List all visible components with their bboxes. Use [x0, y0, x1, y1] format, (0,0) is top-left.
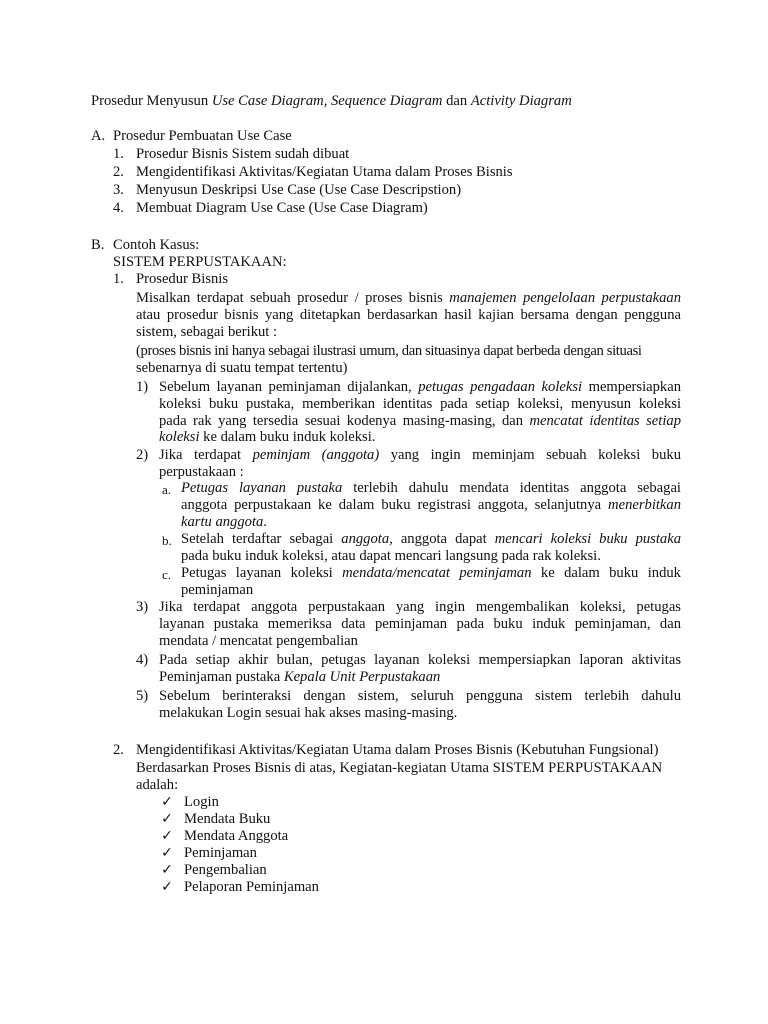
- step-2c-line-1: Petugas layanan koleksi mendata/mencatat peminjaman ke dalam buku induk: [181, 565, 681, 581]
- checklist-item-pelaporan-peminjaman: Pelaporan Peminjaman: [184, 879, 319, 895]
- step-2b-line-2: pada buku induk koleksi, atau dapat mencari langsung pada rak koleksi.: [181, 548, 601, 564]
- note-line-2: sebenarnya di suatu tempat tertentu): [136, 360, 348, 376]
- step-2b-line-1: Setelah terdaftar sebagai anggota, anggota dapat mencari koleksi buku pustaka: [181, 531, 681, 547]
- step-2a-line-2: anggota perpustakaan ke dalam buku registrasi anggota, selanjutnya menerbitkan: [181, 497, 681, 513]
- step-1-line-1: Sebelum layanan peminjaman dijalankan, petugas pengadaan koleksi mempersiapkan: [159, 379, 681, 395]
- system-name: SISTEM PERPUSTAKAAN:: [113, 254, 287, 270]
- check-icon: ✓: [161, 879, 173, 895]
- section-a-item-1: Prosedur Bisnis Sistem sudah dibuat: [136, 146, 350, 162]
- check-icon: ✓: [161, 828, 173, 844]
- step-2a-line-1: Petugas layanan pustaka terlebih dahulu mendata identitas anggota sebagai: [181, 480, 681, 496]
- checklist-item-pengembalian: Pengembalian: [184, 862, 267, 878]
- step-5-line-2: melakukan Login sesuai hak akses masing-masing.: [159, 705, 458, 721]
- step-2-num: 2): [136, 447, 149, 463]
- checklist-item-login: Login: [184, 794, 219, 810]
- section-a-item-3: Menyusun Deskripsi Use Case (Use Case Descripstion): [136, 182, 462, 198]
- section-a-marker: A.: [91, 128, 106, 144]
- section-a-item-2-num: 2.: [113, 164, 124, 180]
- document-title: Prosedur Menyusun Use Case Diagram, Sequence Diagram dan Activity Diagram: [91, 93, 572, 109]
- step-2-line-1: Jika terdapat peminjam (anggota) yang ingin meminjam sebuah koleksi buku: [159, 447, 681, 463]
- section-b-marker: B.: [91, 237, 105, 253]
- intro-line-1: Misalkan terdapat sebuah prosedur / proses bisnis manajemen pengelolaan perpustakaan: [136, 290, 681, 306]
- step-3-num: 3): [136, 599, 149, 615]
- step-3-line-2: layanan pustaka memeriksa data peminjaman pada buku induk peminjaman, dan: [159, 616, 681, 632]
- step-1-line-4: koleksi ke dalam buku induk koleksi.: [159, 429, 376, 445]
- step-5-line-1: Sebelum berinteraksi dengan sistem, seluruh pengguna sistem terlebih dahulu: [159, 688, 681, 704]
- step-2a-line-3: kartu anggota.: [181, 514, 267, 530]
- step-1-line-2: koleksi buku pustaka, memberikan identitas pada setiap koleksi, menyusun koleksi: [159, 396, 681, 412]
- step-1-num: 1): [136, 379, 149, 395]
- section-a-item-4-num: 4.: [113, 200, 124, 216]
- section-a-item-2: Mengidentifikasi Aktivitas/Kegiatan Utama dalam Proses Bisnis: [136, 164, 513, 180]
- subsection-2-line-2: Berdasarkan Proses Bisnis di atas, Kegiatan-kegiatan Utama SISTEM PERPUSTAKAAN: [136, 760, 663, 776]
- step-2b-mark: b.: [162, 533, 172, 548]
- checklist-item-peminjaman: Peminjaman: [184, 845, 257, 861]
- section-a-item-4: Membuat Diagram Use Case (Use Case Diagram): [136, 200, 428, 216]
- subsection-1-heading: Prosedur Bisnis: [136, 271, 229, 287]
- section-a-heading: Prosedur Pembuatan Use Case: [113, 128, 292, 144]
- section-a-item-3-num: 3.: [113, 182, 124, 198]
- subsection-1-num: 1.: [113, 271, 124, 287]
- step-3-line-1: Jika terdapat anggota perpustakaan yang ingin mengembalikan koleksi, petugas: [159, 599, 681, 615]
- check-icon: ✓: [161, 794, 173, 810]
- step-2-line-2: perpustakaan :: [159, 464, 244, 480]
- checklist-item-mendata-anggota: Mendata Anggota: [184, 828, 289, 844]
- subsection-2-num: 2.: [113, 742, 124, 758]
- subsection-2-heading: Mengidentifikasi Aktivitas/Kegiatan Utama dalam Proses Bisnis (Kebutuhan Fungsional): [136, 742, 659, 758]
- step-2a-mark: a.: [162, 482, 172, 497]
- check-icon: ✓: [161, 845, 173, 861]
- intro-line-2: atau prosedur bisnis yang ditetapkan berdasarkan hasil kajian bersama dengan pengguna: [136, 307, 681, 323]
- checklist-item-mendata-buku: Mendata Buku: [184, 811, 271, 827]
- step-5-num: 5): [136, 688, 149, 704]
- step-4-num: 4): [136, 652, 149, 668]
- step-3-line-3: mendata / mencatat pengembalian: [159, 633, 358, 649]
- check-icon: ✓: [161, 811, 173, 827]
- subsection-2-line-3: adalah:: [136, 777, 179, 793]
- note-line-1: (proses bisnis ini hanya sebagai ilustrasi umum, dan situasinya dapat berbeda dengan situasi: [136, 343, 642, 359]
- intro-line-3: sistem, sebagai berikut :: [136, 324, 278, 340]
- step-1-line-3: pada rak yang tersedia sesuai kodenya masing-masing, dan mencatat identitas setiap: [159, 413, 681, 429]
- section-b-heading: Contoh Kasus:: [113, 237, 200, 253]
- step-4-line-1: Pada setiap akhir bulan, petugas layanan koleksi mempersiapkan laporan aktivitas: [159, 652, 681, 668]
- check-icon: ✓: [161, 862, 173, 878]
- step-4-line-2: Peminjaman pustaka Kepala Unit Perpustakaan: [159, 669, 441, 685]
- step-2c-mark: c.: [162, 567, 172, 582]
- section-a-item-1-num: 1.: [113, 146, 124, 162]
- step-2c-line-2: peminjaman: [181, 582, 254, 598]
